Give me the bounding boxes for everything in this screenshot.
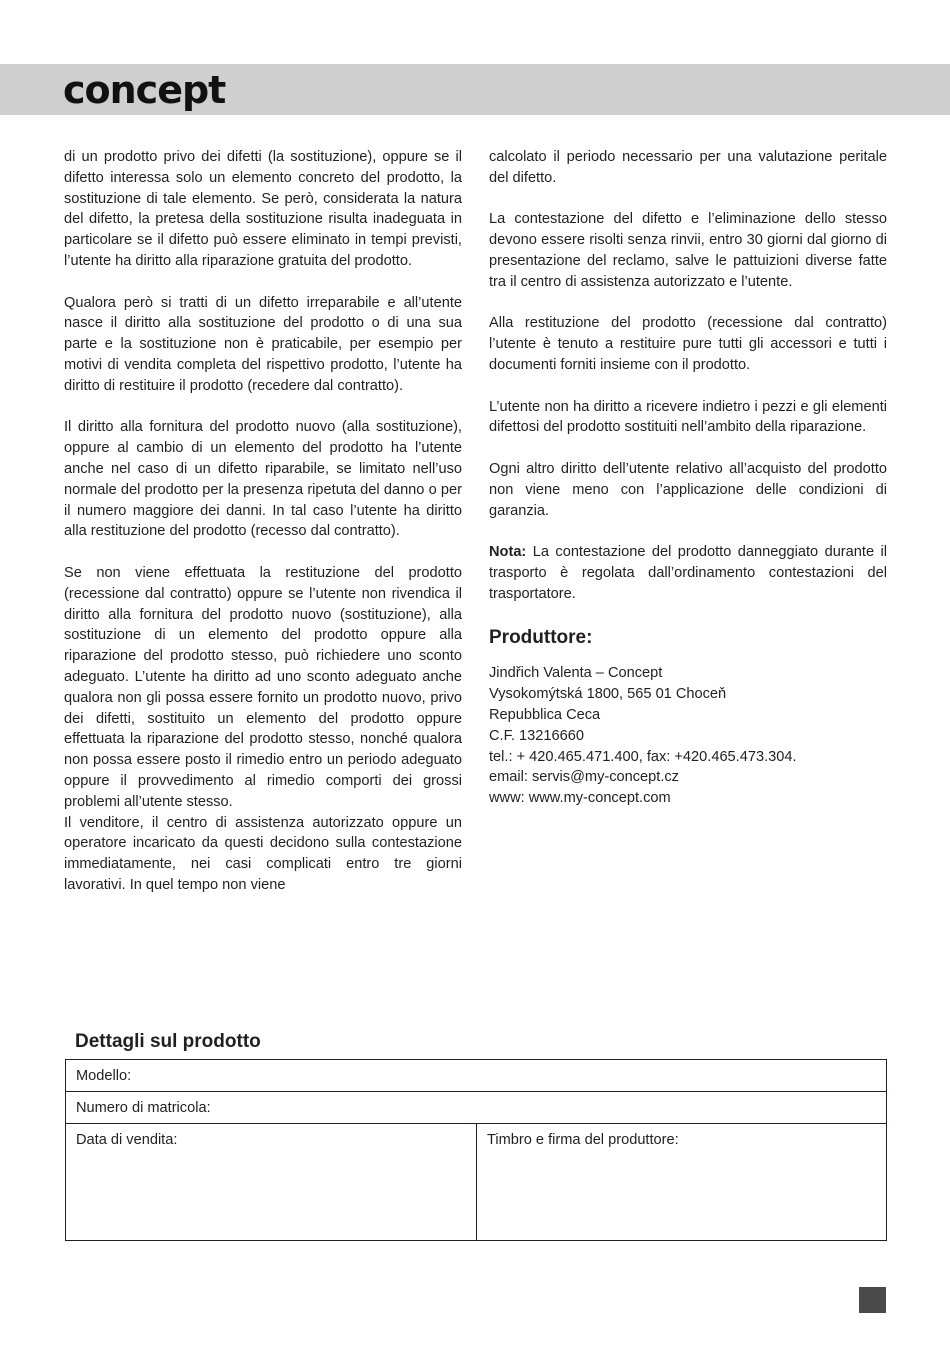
note-text: La contestazione del prodotto danneggiato durante il trasporto è regolata dall’ordinamento contestazioni del trasportatore. (489, 544, 887, 602)
paragraph: Alla restituzione del prodotto (recessione dal contratto) l’utente è tenuto a restituire pure tutti gli accessori e tutti i documenti forniti insieme con il prodotto. (489, 315, 887, 373)
sale-date-cell[interactable] (66, 1124, 477, 1240)
producer-heading: Produttore: (489, 627, 593, 649)
serial-label: Numero di matricola: (76, 1100, 211, 1116)
paragraph: Il venditore, il centro di assistenza autorizzato oppure un operatore incaricato da questi decidono sulla contestazione immediatamente, nei casi complicati entro tre giorni lavorativi. In quel tempo non viene (64, 814, 462, 893)
sale-date-label: Data di vendita: (76, 1132, 178, 1148)
page-marker (859, 1287, 886, 1313)
concept-logo: concept (63, 68, 226, 112)
product-details-table (65, 1059, 887, 1241)
paragraph: La contestazione del difetto e l’eliminazione dello stesso devono essere risolti senza rinvii, entro 30 giorni dal giorno di presentazione del reclamo, salve le pattuizioni diverse fatte tra il centro di assistenza autorizzato e l’utente. (489, 211, 887, 290)
model-row[interactable] (66, 1060, 886, 1092)
left-column (64, 147, 462, 916)
stamp-label: Timbro e firma del produttore: (487, 1132, 679, 1148)
paragraph: Se non viene effettuata la restituzione del prodotto (recessione dal contratto) oppure se l’utente non rivendica il diritto alla fornitura del prodotto nuovo (sostituzione), alla sostituzione di un elemento del prodotto oppure alla riparazione del prodotto stesso, può richiedere uno sconto adeguato. L’utente ha diritto ad uno sconto adeguato anche qualora non gli possa essere fornito un prodotto nuovo, privo dei difetti, sostituito un elemento del prodotto oppure effettuata la riparazione del prodotto stesso, nonché qualora non possa essere posto il rimedio entro un periodo adeguato oppure il provvedimento al rimedio comporti dei grossi problemi all’utente stesso. (64, 564, 462, 810)
right-column (489, 147, 887, 809)
producer-phone: tel.: + 420.465.471.400, fax: +420.465.473.304. (489, 748, 797, 765)
producer-street: Vysokomýtská 1800, 565 01 Choceň (489, 686, 727, 703)
paragraph: Ogni altro diritto dell’utente relativo all’acquisto del prodotto non viene meno con l’applicazione delle condizioni di garanzia. (489, 460, 887, 519)
producer-name: Jindřich Valenta – Concept (489, 665, 663, 682)
paragraph: di un prodotto privo dei difetti (la sostituzione), oppure se il difetto interessa solo un elemento concreto del prodotto, la sostituzione di tale elemento. Se però, considerata la natura del difetto, la pretesa della sostituzione risulta inadeguata in particolare se il difetto può essere eliminato in tempi previsti, l’utente ha diritto alla riparazione gratuita del prodotto. (64, 149, 462, 269)
product-details-title: Dettagli sul prodotto (75, 1031, 261, 1052)
producer-web: www: www.my-concept.com (489, 790, 671, 807)
note-label: Nota: (489, 544, 527, 561)
note-paragraph (489, 542, 887, 604)
producer-tax-id: C.F. 13216660 (489, 727, 584, 744)
paragraph: calcolato il periodo necessario per una valutazione peritale del difetto. (489, 149, 887, 186)
stamp-cell[interactable] (477, 1124, 886, 1240)
paragraph: L’utente non ha diritto a ricevere indietro i pezzi e gli elementi difettosi del prodotto sostituiti nell’ambito della riparazione. (489, 398, 887, 436)
producer-country: Repubblica Ceca (489, 706, 601, 723)
producer-email: email: servis@my-concept.cz (489, 769, 679, 786)
model-label: Modello: (76, 1068, 132, 1084)
paragraph: Qualora però si tratti di un difetto irreparabile e all’utente nasce il diritto alla sostituzione del prodotto o di una sua parte e la sostituzione non è praticabile, per esempio per motivi di vendita completa del rispettivo prodotto, l’utente ha diritto di restituire il prodotto (recedere dal contratto). (64, 294, 462, 394)
paragraph: Il diritto alla fornitura del prodotto nuovo (alla sostituzione), oppure al cambio di un elemento del prodotto ha l’utente anche nel caso di un difetto riparabile, se limitato nell’uso normale del prodotto per la presenza ripetuta del danno o per il numero maggiore dei danni. In tal caso l’utente ha diritto alla restituzione del prodotto (recesso dal contratto). (64, 419, 462, 540)
serial-row[interactable] (66, 1092, 886, 1124)
